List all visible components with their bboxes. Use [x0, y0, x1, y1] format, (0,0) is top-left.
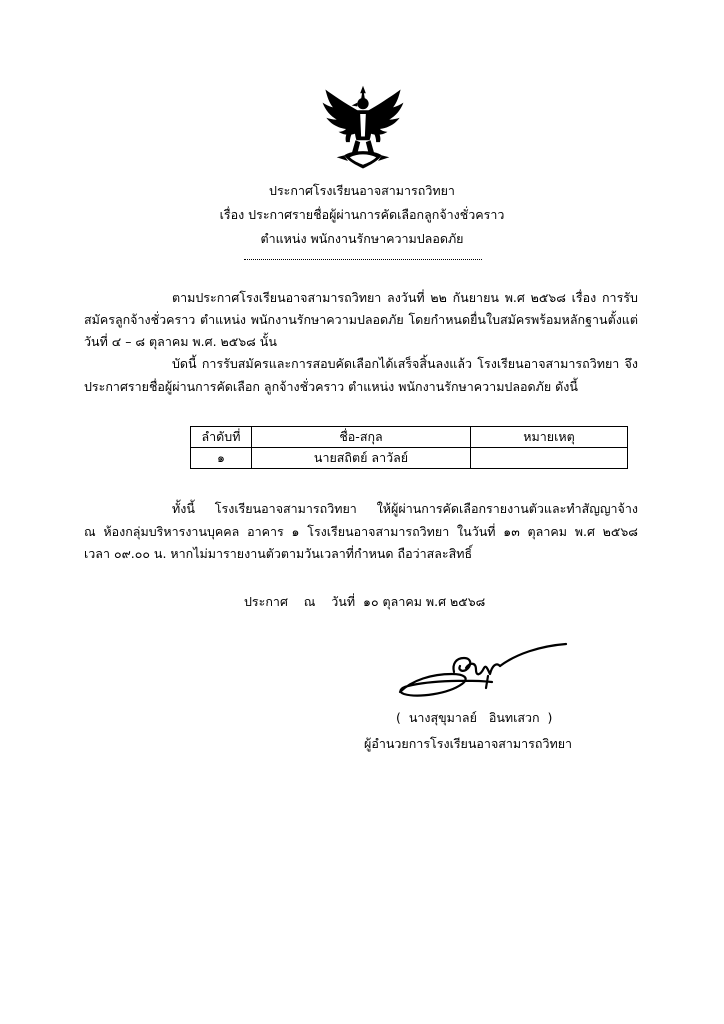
- column-header-order: ลำดับที่: [191, 427, 252, 448]
- paragraph-1-line-2: สมัครลูกจ้างชั่วคราว ตำแหน่ง พนักงานรักษาความปลอดภัย โดยกำหนดยื่นใบสมัครพร้อมหลักฐานตั้งแต่: [84, 312, 638, 327]
- signature: [392, 640, 572, 704]
- column-header-name: ชื่อ-สกุล: [252, 427, 471, 448]
- dotted-divider: [244, 259, 482, 260]
- paragraph-2-line-2: ประกาศรายชื่อผู้ผ่านการคัดเลือก ลูกจ้างชั่วคราว ตำแหน่ง พนักงานรักษาความปลอดภัย ดังนี้: [84, 379, 578, 394]
- cell-name: นายสถิตย์ ลาวัลย์: [252, 448, 471, 469]
- announcement-date: ประกาศ ณ วันที่ ๑๐ ตุลาคม พ.ศ ๒๕๖๘: [244, 594, 486, 609]
- announcement-title: ประกาศโรงเรียนอาจสามารถวิทยา: [269, 183, 455, 198]
- signatory-title: ผู้อำนวยการโรงเรียนอาจสามารถวิทยา: [364, 736, 573, 751]
- selected-candidates-table: [190, 426, 628, 469]
- paragraph-1-line-1: ตามประกาศโรงเรียนอาจสามารถวิทยา ลงวันที่ ๒๒ กันยายน พ.ศ ๒๕๖๘ เรื่อง การรับ: [172, 290, 638, 305]
- table-row: [191, 448, 628, 469]
- table-header-row: [191, 427, 628, 448]
- paragraph-3-line-2: ณ ห้องกลุ่มบริหารงานบุคคล อาคาร ๑ โรงเรียนอาจสามารถวิทยา ในวันที่ ๑๓ ตุลาคม พ.ศ ๒๕๖๘: [84, 524, 638, 539]
- paragraph-2-line-1: บัดนี้ การรับสมัครและการสอบคัดเลือกได้เสร็จสิ้นลงแล้ว โรงเรียนอาจสามารถวิทยา จึง: [172, 356, 638, 371]
- announcement-position: ตำแหน่ง พนักงานรักษาความปลอดภัย: [260, 231, 464, 246]
- paragraph-3-line-3: เวลา ๐๙.๐๐ น. หากไม่มารายงานตัวตามวันเวลาที่กำหนด ถือว่าสละสิทธิ์: [84, 546, 473, 561]
- column-header-remark: หมายเหตุ: [471, 427, 628, 448]
- garuda-emblem: [316, 82, 410, 176]
- cell-remark: [471, 448, 628, 469]
- signatory-name: ( นางสุขุมาลย์ อินทเสวก ): [396, 710, 553, 725]
- paragraph-1-line-3: วันที่ ๔ – ๘ ตุลาคม พ.ศ. ๒๕๖๘ นั้น: [84, 334, 277, 349]
- announcement-subject: เรื่อง ประกาศรายชื่อผู้ผ่านการคัดเลือกลูกจ้างชั่วคราว: [219, 207, 505, 222]
- cell-order: ๑: [191, 448, 252, 469]
- paragraph-3-line-1: ทั้งนี้ โรงเรียนอาจสามารถวิทยา ให้ผู้ผ่านการคัดเลือกรายงานตัวและทำสัญญาจ้าง: [172, 501, 638, 516]
